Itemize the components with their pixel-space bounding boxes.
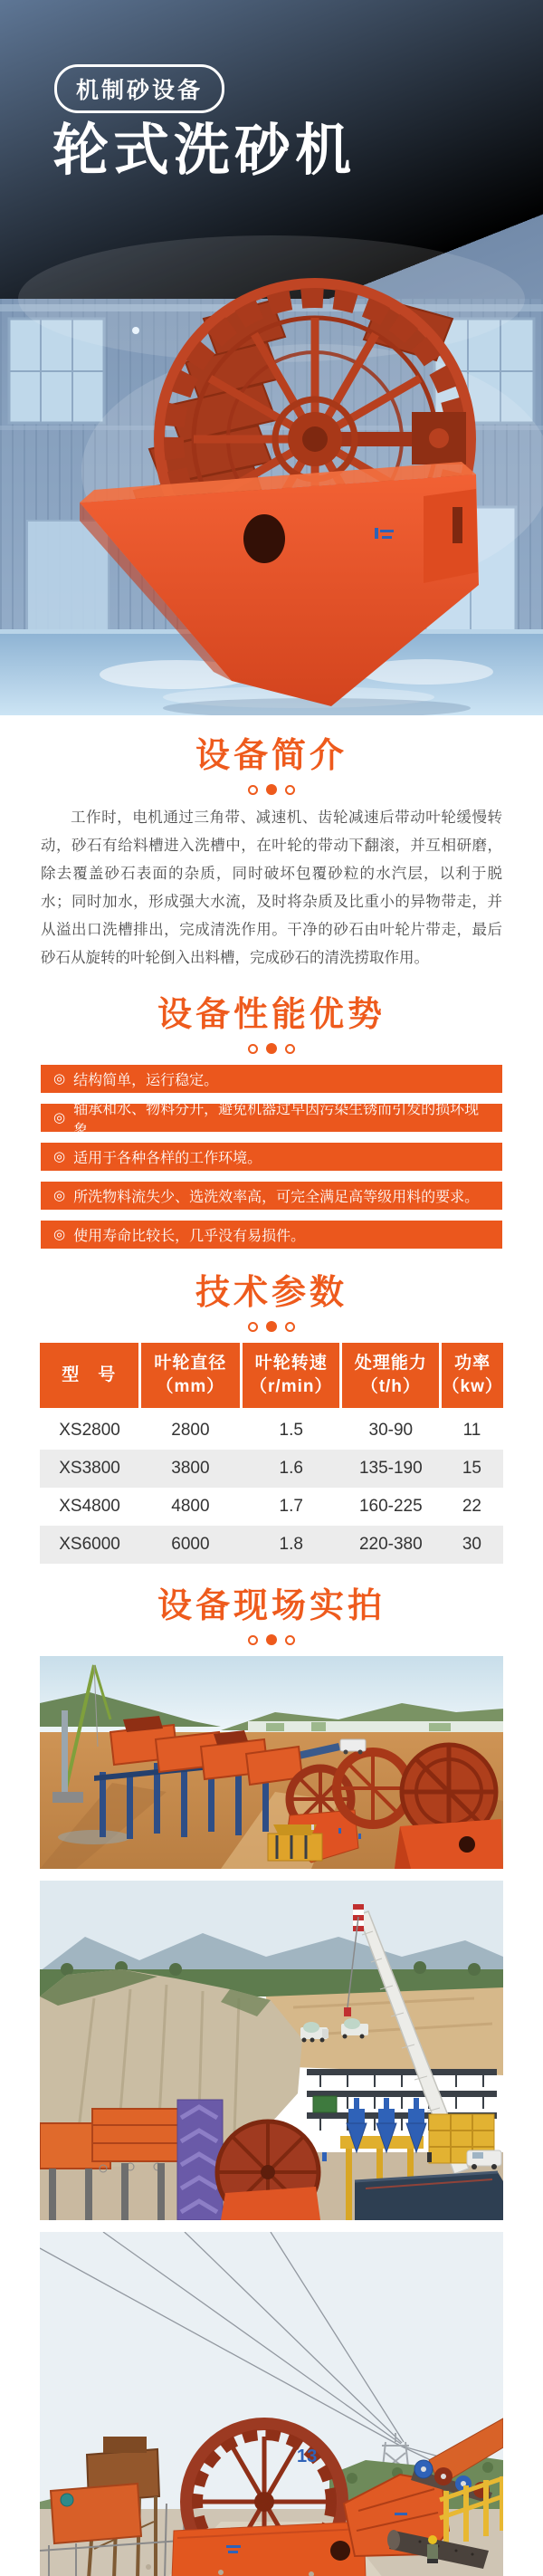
- table-cell: 30-90: [368, 1421, 414, 1440]
- table-cell: 1.6: [242, 1450, 341, 1488]
- section-advantages: [0, 994, 543, 1249]
- table-cell: 30: [441, 1526, 503, 1564]
- dot-filled-icon: [266, 1634, 277, 1645]
- table-cell: XS4800: [59, 1497, 120, 1516]
- bullseye-bullet-icon: ◎: [53, 1188, 66, 1203]
- dot-outline-icon: [248, 1044, 258, 1054]
- photos-section-title: 设备现场实拍: [157, 1587, 386, 1625]
- table-header-cell: 型 号: [40, 1343, 139, 1410]
- page-title: 轮式洗砂机: [52, 120, 357, 182]
- bullseye-bullet-icon: ◎: [53, 1071, 66, 1087]
- table-cell: 6000: [139, 1526, 242, 1564]
- table-row: [40, 1526, 503, 1564]
- section-intro: [0, 735, 543, 972]
- advantage-item: [41, 1065, 502, 1093]
- table-cell: 1.5: [279, 1421, 303, 1440]
- dot-filled-icon: [266, 1321, 277, 1332]
- advantage-text: 使用寿命比较长，几乎没有易损件。: [73, 1229, 306, 1244]
- title-dots-decoration: [0, 784, 543, 795]
- table-cell: XS6000: [40, 1526, 139, 1564]
- table-cell: 11: [462, 1421, 481, 1440]
- dot-outline-icon: [248, 1322, 258, 1332]
- table-cell: 220-380: [341, 1526, 441, 1564]
- table-header-row: [40, 1343, 503, 1410]
- dot-outline-icon: [285, 1635, 295, 1645]
- advantages-list: [41, 1065, 502, 1249]
- intro-section-title: 设备简介: [195, 737, 348, 775]
- title-dots-decoration: [0, 1634, 543, 1645]
- intro-paragraph: 工作时，电机通过三角带、减速机、齿轮减速后带动叶轮缓慢转动，砂石有给料槽进入洗槽中，在叶轮的带动下翻滚，并互相研磨，除去覆盖砂石表面的杂质，同时破坏包覆砂粒的水汽层，以利于脱水；同时加水，形成强大水流，及时将杂质及比重小的异物带走，并从溢出口洗槽排出，完成清洗作用。干净的砂石由叶轮片带走，最后砂石从旋转的叶轮倒入出料槽，完成砂石的清洗捞取作用。: [41, 809, 502, 966]
- advantage-item: [41, 1143, 502, 1171]
- section-site-photos: [0, 1585, 543, 2576]
- dot-filled-icon: [266, 784, 277, 795]
- table-cell: 15: [441, 1450, 503, 1488]
- dot-outline-icon: [248, 785, 258, 795]
- title-dots-decoration: [0, 1043, 543, 1054]
- table-cell: 3800: [139, 1450, 242, 1488]
- bullseye-bullet-icon: ◎: [53, 1227, 66, 1242]
- advantage-item: [41, 1182, 502, 1210]
- table-cell: 1.7: [279, 1497, 303, 1516]
- table-cell: 1.8: [242, 1526, 341, 1564]
- site-photo-1: [40, 1656, 503, 1869]
- site-photo-2: [40, 1881, 503, 2220]
- advantage-text: 结构简单，运行稳定。: [73, 1073, 219, 1088]
- advantages-section-title: 设备性能优势: [157, 996, 386, 1034]
- wheel-graffiti-number: 13: [297, 2447, 318, 2466]
- dot-outline-icon: [285, 1044, 295, 1054]
- table-cell: 2800: [171, 1421, 210, 1440]
- title-dots-decoration: [0, 1321, 543, 1332]
- bullseye-bullet-icon: ◎: [53, 1149, 66, 1164]
- advantage-text: 所洗物料流失少、选洗效率高，可完全满足高等级用料的要求。: [73, 1190, 480, 1205]
- table-row: [40, 1488, 503, 1526]
- table-header-cell: 叶轮转速 （r/min）: [242, 1343, 341, 1410]
- table-row: [40, 1410, 503, 1450]
- hero-banner: [0, 0, 543, 715]
- table-row: [40, 1450, 503, 1488]
- table-header-cell: 叶轮直径 （mm）: [139, 1343, 242, 1410]
- advantage-text: 适用于各种各样的工作环境。: [73, 1151, 262, 1166]
- dot-outline-icon: [285, 1322, 295, 1332]
- section-parameters: [0, 1272, 543, 1564]
- table-cell: 160-225: [358, 1497, 423, 1516]
- dot-outline-icon: [285, 785, 295, 795]
- bullseye-bullet-icon: ◎: [53, 1110, 66, 1125]
- category-badge-label: 机制砂设备: [76, 78, 204, 103]
- advantage-item: [41, 1221, 502, 1249]
- table-cell: 4800: [171, 1497, 210, 1516]
- table-cell: XS2800: [59, 1421, 120, 1440]
- table-cell: XS3800: [40, 1450, 139, 1488]
- dot-filled-icon: [266, 1043, 277, 1054]
- dot-outline-icon: [248, 1635, 258, 1645]
- parameters-table: [40, 1343, 503, 1564]
- table-header-cell: 处理能力 （t/h）: [341, 1343, 441, 1410]
- table-cell: 22: [462, 1497, 481, 1516]
- site-photo-3: [40, 2232, 503, 2576]
- table-header-cell: 功率 （kw）: [441, 1343, 503, 1410]
- advantage-text: 轴承和水、物料分开，避免机器过早因污染生锈而引发的损坏现象。: [73, 1101, 480, 1138]
- advantage-item: [41, 1101, 502, 1138]
- table-cell: 135-190: [341, 1450, 441, 1488]
- parameters-section-title: 技术参数: [195, 1274, 348, 1312]
